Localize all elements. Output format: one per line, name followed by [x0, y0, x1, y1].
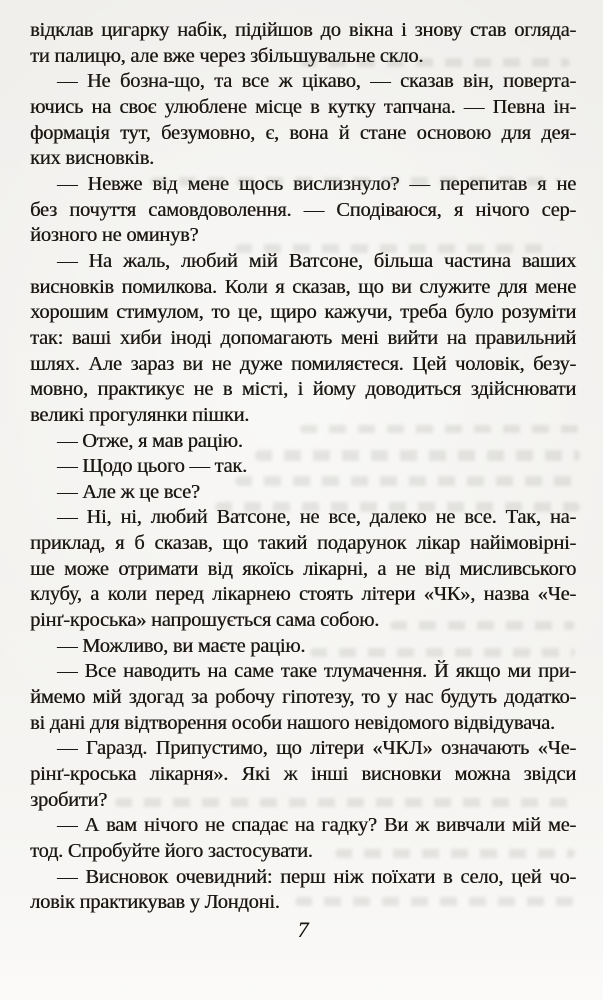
text-line: — Отже, я мав рацію. — [57, 429, 243, 452]
text-line: — Невже від мене щось вислизнуло? — перепитав я не — [57, 172, 576, 195]
text-line: ти палицю, але вже через збільшувальне скло. — [30, 44, 424, 67]
text-line: — Але ж це все? — [57, 480, 200, 503]
text-line: — А вам нічого не спадає на гадку? Ви ж вивчали мій ме- — [57, 814, 576, 837]
text-block — [30, 18, 576, 916]
text-line: висновків помилкова. Коли я сказав, що ви служите для мене — [30, 275, 576, 298]
text-line: відклав цигарку набік, підійшов до вікна і знову став огляда- — [30, 19, 576, 41]
text-line: приклад, я б сказав, що такий подарунок лікар найімовірні- — [30, 532, 576, 555]
text-line: ймемо мій здогад за робочу гіпотезу, то у нас будуть додатко- — [30, 686, 576, 709]
text-line: — Можливо, ви маєте рацію. — [57, 634, 306, 657]
page-number: 7 — [297, 917, 309, 942]
text-line: — Все наводить на саме таке тлумачення. Й якщо ми при- — [57, 660, 576, 683]
text-line: — Не бозна-що, та все ж цікаво, — сказав він, поверта- — [57, 70, 576, 93]
text-line: ючись на своє улюблене місце в кутку тапчана. — Певна ін- — [30, 95, 576, 118]
text-line: мовно, практикує не в місті, і йому доводиться здійснювати — [30, 378, 576, 401]
text-line: — На жаль, любий мій Ватсоне, більша частина ваших — [57, 249, 576, 272]
text-line: — Ні, ні, любий Ватсоне, не все, далеко не все. Так, на- — [57, 506, 576, 529]
text-line: рінґ-кроська» напрошується сама собою. — [30, 609, 380, 632]
text-line: ше може отримати від якоїсь лікарні, а не від мисливського — [30, 557, 576, 580]
text-line: — Висновок очевидний: перш ніж поїхати в село, цей чо- — [57, 865, 576, 888]
text-line: так: ваші хиби іноді допомагають мені вийти на правильний — [30, 326, 576, 349]
text-line: шлях. Але зараз ви не дуже помиляєтеся. Цей чоловік, безу- — [30, 352, 576, 375]
text-line: ловік практикував у Лондоні. — [30, 891, 280, 914]
text-line: формація тут, безумовно, є, вона й стане основою для дея- — [30, 121, 576, 144]
text-line: ві дані для відтворення особи нашого невідомого відвідувача. — [30, 711, 555, 734]
text-line: великі прогулянки пішки. — [30, 403, 250, 426]
text-line: зробити? — [30, 788, 108, 811]
text-line: — Щодо цього — так. — [57, 455, 247, 478]
text-line: — Гаразд. Припустимо, що літери «ЧКЛ» означають «Че- — [57, 737, 576, 760]
text-line: без почуття самовдоволення. — Сподіваюся, я нічого сер- — [30, 198, 576, 221]
text-line: тод. Спробуйте його застосувати. — [30, 840, 313, 862]
text-line: йозного не оминув? — [30, 224, 199, 247]
text-line: ких висновків. — [30, 147, 154, 170]
text-line: рінґ-кроська лікарня». Які ж інші висновки можна звідси — [30, 763, 576, 786]
text-line: клубу, а коли перед лікарнею стоять літери «ЧК», назва «Че- — [30, 583, 576, 606]
text-line: хорошим стимулом, то це, щиро кажучи, треба було розуміти — [30, 301, 576, 324]
